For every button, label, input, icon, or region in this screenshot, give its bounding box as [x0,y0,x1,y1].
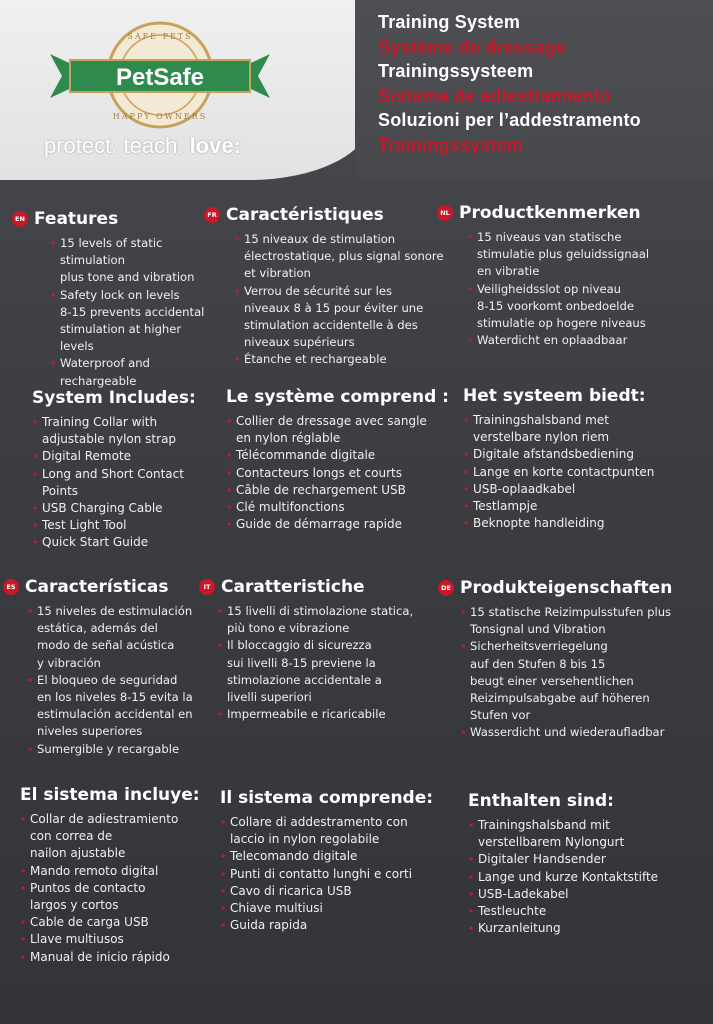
system-list [32,414,217,552]
title-fr: Système de dressage [378,36,566,57]
system-list [226,413,441,533]
list-item: • Mando remoto digital [20,863,210,880]
features-title: Caratteristiche [221,577,365,597]
system-de [468,791,708,937]
title-it: Soluzioni per l’addestramento [378,110,641,131]
list-item: • Punti di contatto lunghi e corti [220,866,445,883]
title-en: Training System [378,12,521,32]
list-item: • 15 statische Reizimpulsstufen plus Tonsignal und Vibration [460,604,710,638]
features-de [438,578,710,742]
list-item: • Il bloccaggio di sicurezza sui livelli 8-15 previene la stimolazione accidentale a livelli superiori [217,637,439,706]
features-title: Caractéristiques [226,205,384,225]
features-it [199,577,439,723]
list-item: • Trainingshalsband mit verstellbarem Nylongurt [468,817,708,851]
features-title: Produkteigenschaften [460,578,673,598]
list-item: • Digitaler Handsender [468,851,708,868]
svg-text:PetSafe: PetSafe [115,64,205,91]
list-item: • Cavo di ricarica USB [220,883,445,900]
language-badge: EN [12,211,28,227]
list-item: • Chiave multiusi [220,900,445,917]
system-heading: El sistema incluye: [20,785,200,805]
features-list [467,229,707,349]
language-badge: NL [437,205,453,221]
list-item: • Verrou de sécurité sur les niveaux 8 à 15 pour éviter une stimulation accidentelle à des niveaux supérieurs [234,283,444,352]
title-es: Sistema de adiestramiento [378,85,612,106]
list-item: • Sicherheitsverriegelung auf den Stufen 8 bis 15 beugt einer versehentlichen Reizimpulsabgabe auf höheren Stufen vor [460,638,710,724]
language-badge: IT [199,579,215,595]
list-item: • Test Light Tool [32,517,217,534]
features-title: Productkenmerken [459,203,641,223]
list-item: • Beknopte handleiding [463,515,703,532]
features-title: Características [25,577,169,597]
list-item: • Sumergible y recargable [27,741,203,758]
language-badge: DE [438,580,454,596]
features-heading [3,577,203,597]
features-list [460,604,710,742]
system-fr [226,387,449,533]
features-fr [204,205,444,369]
list-item: • 15 niveles de estimulación estática, además del modo de señal acústica y vibración [27,603,203,672]
svg-text:HAPPY OWNERS: HAPPY OWNERS [112,112,208,121]
list-item: • 15 livelli di stimolazione statica, più tono e vibrazione [217,603,439,637]
title-de: Trainingssystem [378,134,524,155]
features-title: Features [34,209,119,229]
list-item: • Contacteurs longs et courts [226,465,441,482]
features-list [50,235,212,390]
list-item: • Impermeabile e ricaricabile [217,706,439,723]
features-heading [437,203,707,223]
list-item: • Telecomando digitale [220,848,445,865]
list-item: • Câble de rechargement USB [226,482,441,499]
system-heading: Enthalten sind: [468,791,614,811]
system-en [32,388,217,552]
list-item: • Trainingshalsband met verstelbare nylon riem [463,412,703,446]
list-item: • USB-Ladekabel [468,886,708,903]
features-nl [437,203,707,349]
list-item: • Lange und kurze Kontaktstifte [468,869,708,886]
tagline-teach: teach. [123,133,184,158]
list-item: • Digital Remote [32,448,217,465]
system-heading: System Includes: [32,388,196,408]
system-list [468,817,708,937]
features-heading [12,209,212,229]
features-heading [438,578,710,598]
list-item: • USB Charging Cable [32,500,217,517]
list-item: • Collare di addestramento con laccio in nylon regolabile [220,814,445,848]
features-list [27,603,203,758]
list-item: • Guide de démarrage rapide [226,516,441,533]
language-badge: FR [204,207,220,223]
list-item: • Puntos de contacto largos y cortos [20,880,210,914]
features-es [3,577,203,758]
system-it [220,788,445,934]
system-heading: Het systeem biedt: [463,386,646,406]
list-item: • Kurzanleitung [468,920,708,937]
list-item: • Quick Start Guide [32,534,217,551]
tagline [44,133,241,159]
list-item: • Veiligheidsslot op niveau 8-15 voorkomt onbedoelde stimulatie op hogere niveaus [467,281,707,333]
title-nl: Trainingssysteem [378,61,534,82]
list-item: • Waterdicht en oplaadbaar [467,332,707,349]
list-item: • Waterproof and rechargeable [50,355,212,389]
list-item: • 15 niveaux de stimulation électrostatique, plus signal sonore et vibration [234,231,444,283]
list-item: • USB-oplaadkabel [463,481,703,498]
list-item: • Collar de adiestramiento con correa de nailon ajustable [20,811,210,863]
tagline-protect: protect. [44,133,118,158]
tagline-love: love: [189,133,241,158]
list-item: • Safety lock on levels 8-15 prevents accidental stimulation at higher levels [50,287,212,356]
system-list [463,412,703,532]
header [0,0,713,196]
product-titles [378,10,641,158]
list-item: • Training Collar with adjustable nylon strap [32,414,217,448]
system-list [220,814,445,934]
features-list [217,603,439,723]
list-item: • El bloqueo de seguridad en los niveles 8-15 evita la estimulación accidental en niveles superiores [27,672,203,741]
list-item: • Wasserdicht und wiederaufladbar [460,724,710,741]
system-heading: Le système comprend : [226,387,449,407]
list-item: • Long and Short Contact Points [32,466,217,500]
list-item: • Manual de inicio rápido [20,949,210,966]
petsafe-logo [50,20,270,130]
list-item: • Cable de carga USB [20,914,210,931]
list-item: • Testleuchte [468,903,708,920]
features-en [12,209,212,390]
list-item: • 15 levels of static stimulation plus tone and vibration [50,235,212,287]
list-item: • 15 niveaus van statische stimulatie plus geluidssignaal en vibratie [467,229,707,281]
list-item: • Télécommande digitale [226,447,441,464]
list-item: • Digitale afstandsbediening [463,446,703,463]
list-item: • Collier de dressage avec sangle en nylon réglable [226,413,441,447]
features-heading [204,205,444,225]
system-list [20,811,210,966]
list-item: • Clé multifonctions [226,499,441,516]
features-list [234,231,444,369]
list-item: • Llave multiusos [20,931,210,948]
list-item: • Testlampje [463,498,703,515]
list-item: • Étanche et rechargeable [234,351,444,368]
system-heading: Il sistema comprende: [220,788,434,808]
system-nl [463,386,703,532]
language-badge: ES [3,579,19,595]
list-item: • Lange en korte contactpunten [463,464,703,481]
list-item: • Guida rapida [220,917,445,934]
features-heading [199,577,439,597]
system-es [20,785,210,966]
svg-text:SAFE PETS: SAFE PETS [127,32,193,41]
